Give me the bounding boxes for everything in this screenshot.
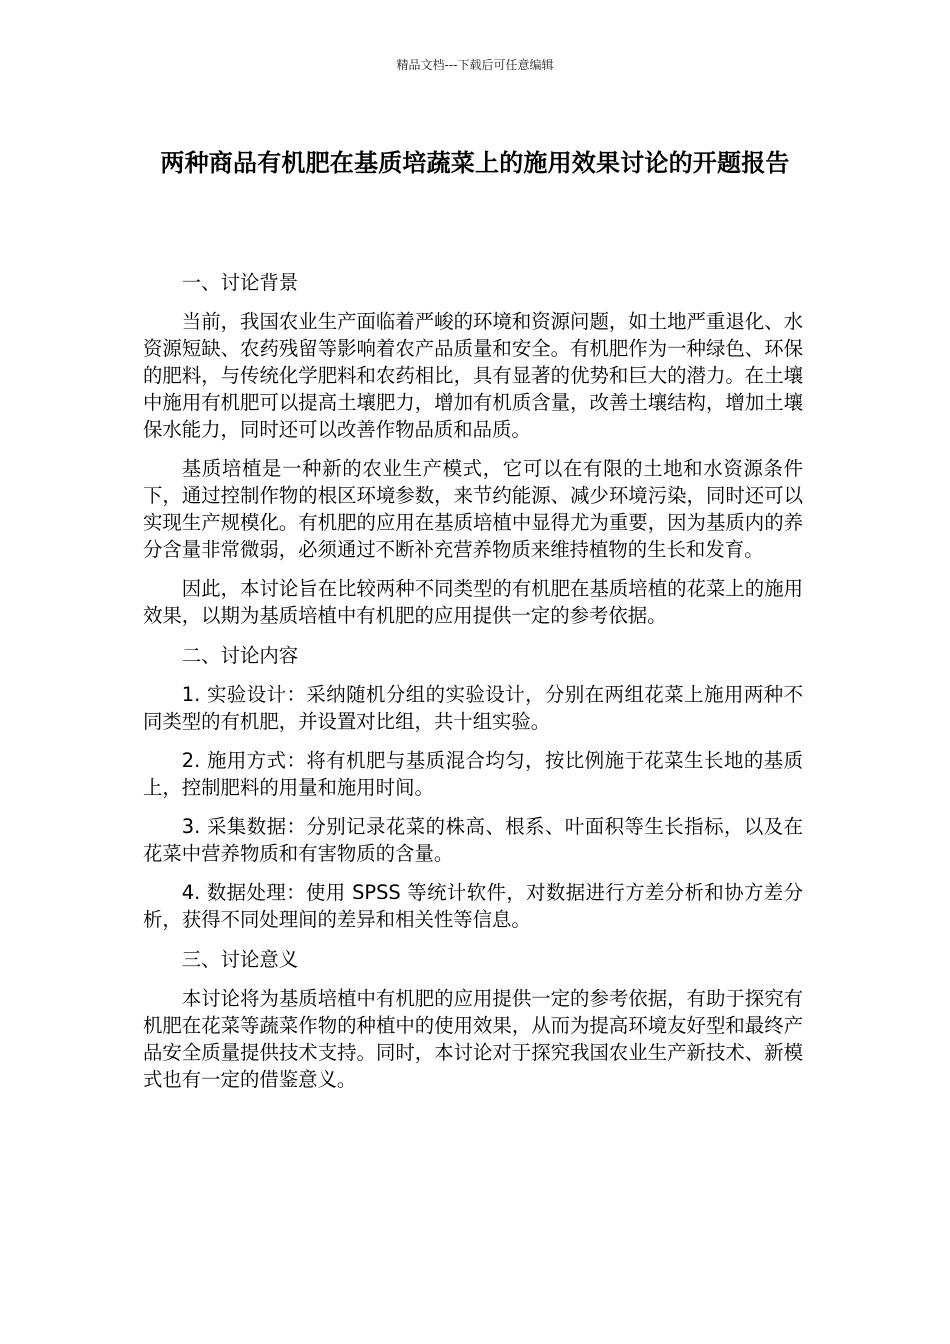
- content-item-data-collection: 3. 采集数据：分别记录花菜的株高、根系、叶面积等生长指标，以及在花菜中营养物质和有害物质的含量。: [143, 815, 803, 865]
- section-heading-background: 一、讨论背景: [181, 271, 299, 294]
- document-body: [143, 268, 803, 1105]
- document-title: 两种商品有机肥在基质培蔬菜上的施用效果讨论的开题报告: [160, 149, 790, 177]
- background-paragraph-3: 因此，本讨论旨在比较两种不同类型的有机肥在基质培植的花菜上的施用效果，以期为基质培植中有机肥的应用提供一定的参考依据。: [143, 577, 803, 627]
- section-heading-significance: 三、讨论意义: [181, 948, 299, 971]
- header-note: 精品文档---下载后可任意编辑: [396, 58, 554, 72]
- content-item-application-method: 2. 施用方式：将有机肥与基质混合均匀，按比例施于花菜生长地的基质上，控制肥料的用量和施用时间。: [143, 749, 803, 799]
- content-item-experiment-design: 1. 实验设计：采纳随机分组的实验设计，分别在两组花菜上施用两种不同类型的有机肥，并设置对比组，共十组实验。: [143, 683, 803, 733]
- background-paragraph-2: 基质培植是一种新的农业生产模式，它可以在有限的土地和水资源条件下，通过控制作物的根区环境参数，来节约能源、减少环境污染，同时还可以实现生产规模化。有机肥的应用在基质培植中显得尤为重要，因为基质内的养分含量非常微弱，必须通过不断补充营养物质来维持植物的生长和发育。: [143, 457, 803, 561]
- content-item-data-processing: 4. 数据处理：使用 SPSS 等统计软件，对数据进行方差分析和协方差分析，获得不同处理间的差异和相关性等信息。: [143, 881, 803, 931]
- significance-paragraph: 本讨论将为基质培植中有机肥的应用提供一定的参考依据，有助于探究有机肥在花菜等蔬菜作物的种植中的使用效果，从而为提高环境友好型和最终产品安全质量提供技术支持。同时，本讨论对于探究我国农业生产新技术、新模式也有一定的借鉴意义。: [143, 987, 803, 1091]
- background-paragraph-1: 当前，我国农业生产面临着严峻的环境和资源问题，如土地严重退化、水资源短缺、农药残留等影响着农产品质量和安全。有机肥作为一种绿色、环保的肥料，与传统化学肥料和农药相比，具有显著的优势和巨大的潜力。在土壤中施用有机肥可以提高土壤肥力，增加有机质含量，改善土壤结构，增加土壤保水能力，同时还可以改善作物品质和品质。: [143, 310, 803, 441]
- section-heading-content: 二、讨论内容: [181, 644, 299, 667]
